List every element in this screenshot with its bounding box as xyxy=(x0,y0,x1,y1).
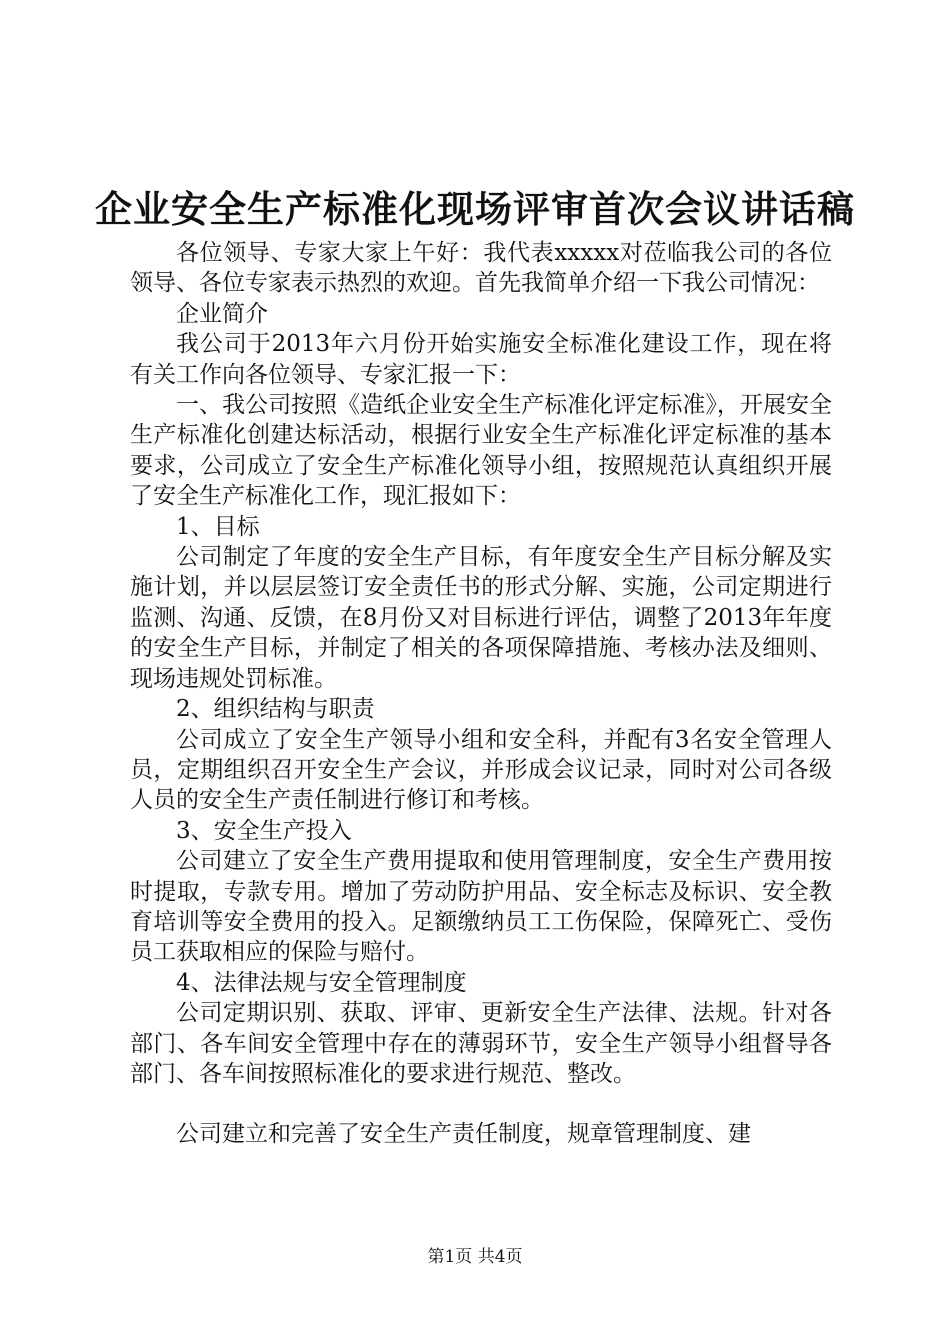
goals-paragraph: 公司制定了年度的安全生产目标，有年度安全生产目标分解及实施计划，并以层层签订安全责任书的形式分解、实施，公司定期进行监测、沟通、反馈，在8月份又对目标进行评估，调整了2013年年度的安全生产目标，并制定了相关的各项保障措施、考核办法及细则、现场违规处罚标准。 xyxy=(130,544,832,692)
organization-paragraph: 公司成立了安全生产领导小组和安全科，并配有3名安全管理人员，定期组织召开安全生产会议，并形成会议记录，同时对公司各级人员的安全生产责任制进行修订和考核。 xyxy=(130,726,832,814)
intro-paragraph: 我公司于2013年六月份开始实施安全标准化建设工作，现在将有关工作向各位领导、专家汇报一下： xyxy=(130,331,832,388)
subheading-organization: 2、组织结构与职责 xyxy=(176,696,375,723)
document-body xyxy=(130,238,832,1150)
system-paragraph: 公司建立和完善了安全生产责任制度，规章管理制度、建 xyxy=(176,1121,751,1148)
greeting-paragraph: 各位领导、专家大家上午好：我代表xxxxx对莅临我公司的各位领导、各位专家表示热烈的欢迎。首先我简单介绍一下我公司情况： xyxy=(130,240,832,297)
subheading-investment: 3、安全生产投入 xyxy=(176,817,352,844)
subheading-laws: 4、法律法规与安全管理制度 xyxy=(176,969,467,996)
investment-paragraph: 公司建立了安全生产费用提取和使用管理制度，安全生产费用按时提取，专款专用。增加了劳动防护用品、安全标志及标识、安全教育培训等安全费用的投入。足额缴纳员工工伤保险，保障死亡、受伤员工获取相应的保险与赔付。 xyxy=(130,848,832,966)
page-number-footer: 第1页 共4页 xyxy=(427,1247,523,1267)
section-heading-company-intro: 企业简介 xyxy=(176,300,268,327)
laws-paragraph: 公司定期识别、获取、评审、更新安全生产法律、法规。针对各部门、各车间安全管理中存在的薄弱环节，安全生产领导小组督导各部门、各车间按照标准化的要求进行规范、整改。 xyxy=(130,1000,832,1087)
document-title: 企业安全生产标准化现场评审首次会议讲话稿 xyxy=(95,187,855,231)
section-one-paragraph: 一、我公司按照《造纸企业安全生产标准化评定标准》，开展安全生产标准化创建达标活动，根据行业安全生产标准化评定标准的基本要求，公司成立了安全生产标准化领导小组，按照规范认真组织开展了安全生产标准化工作，现汇报如下： xyxy=(130,392,832,510)
subheading-goals: 1、目标 xyxy=(176,513,260,540)
